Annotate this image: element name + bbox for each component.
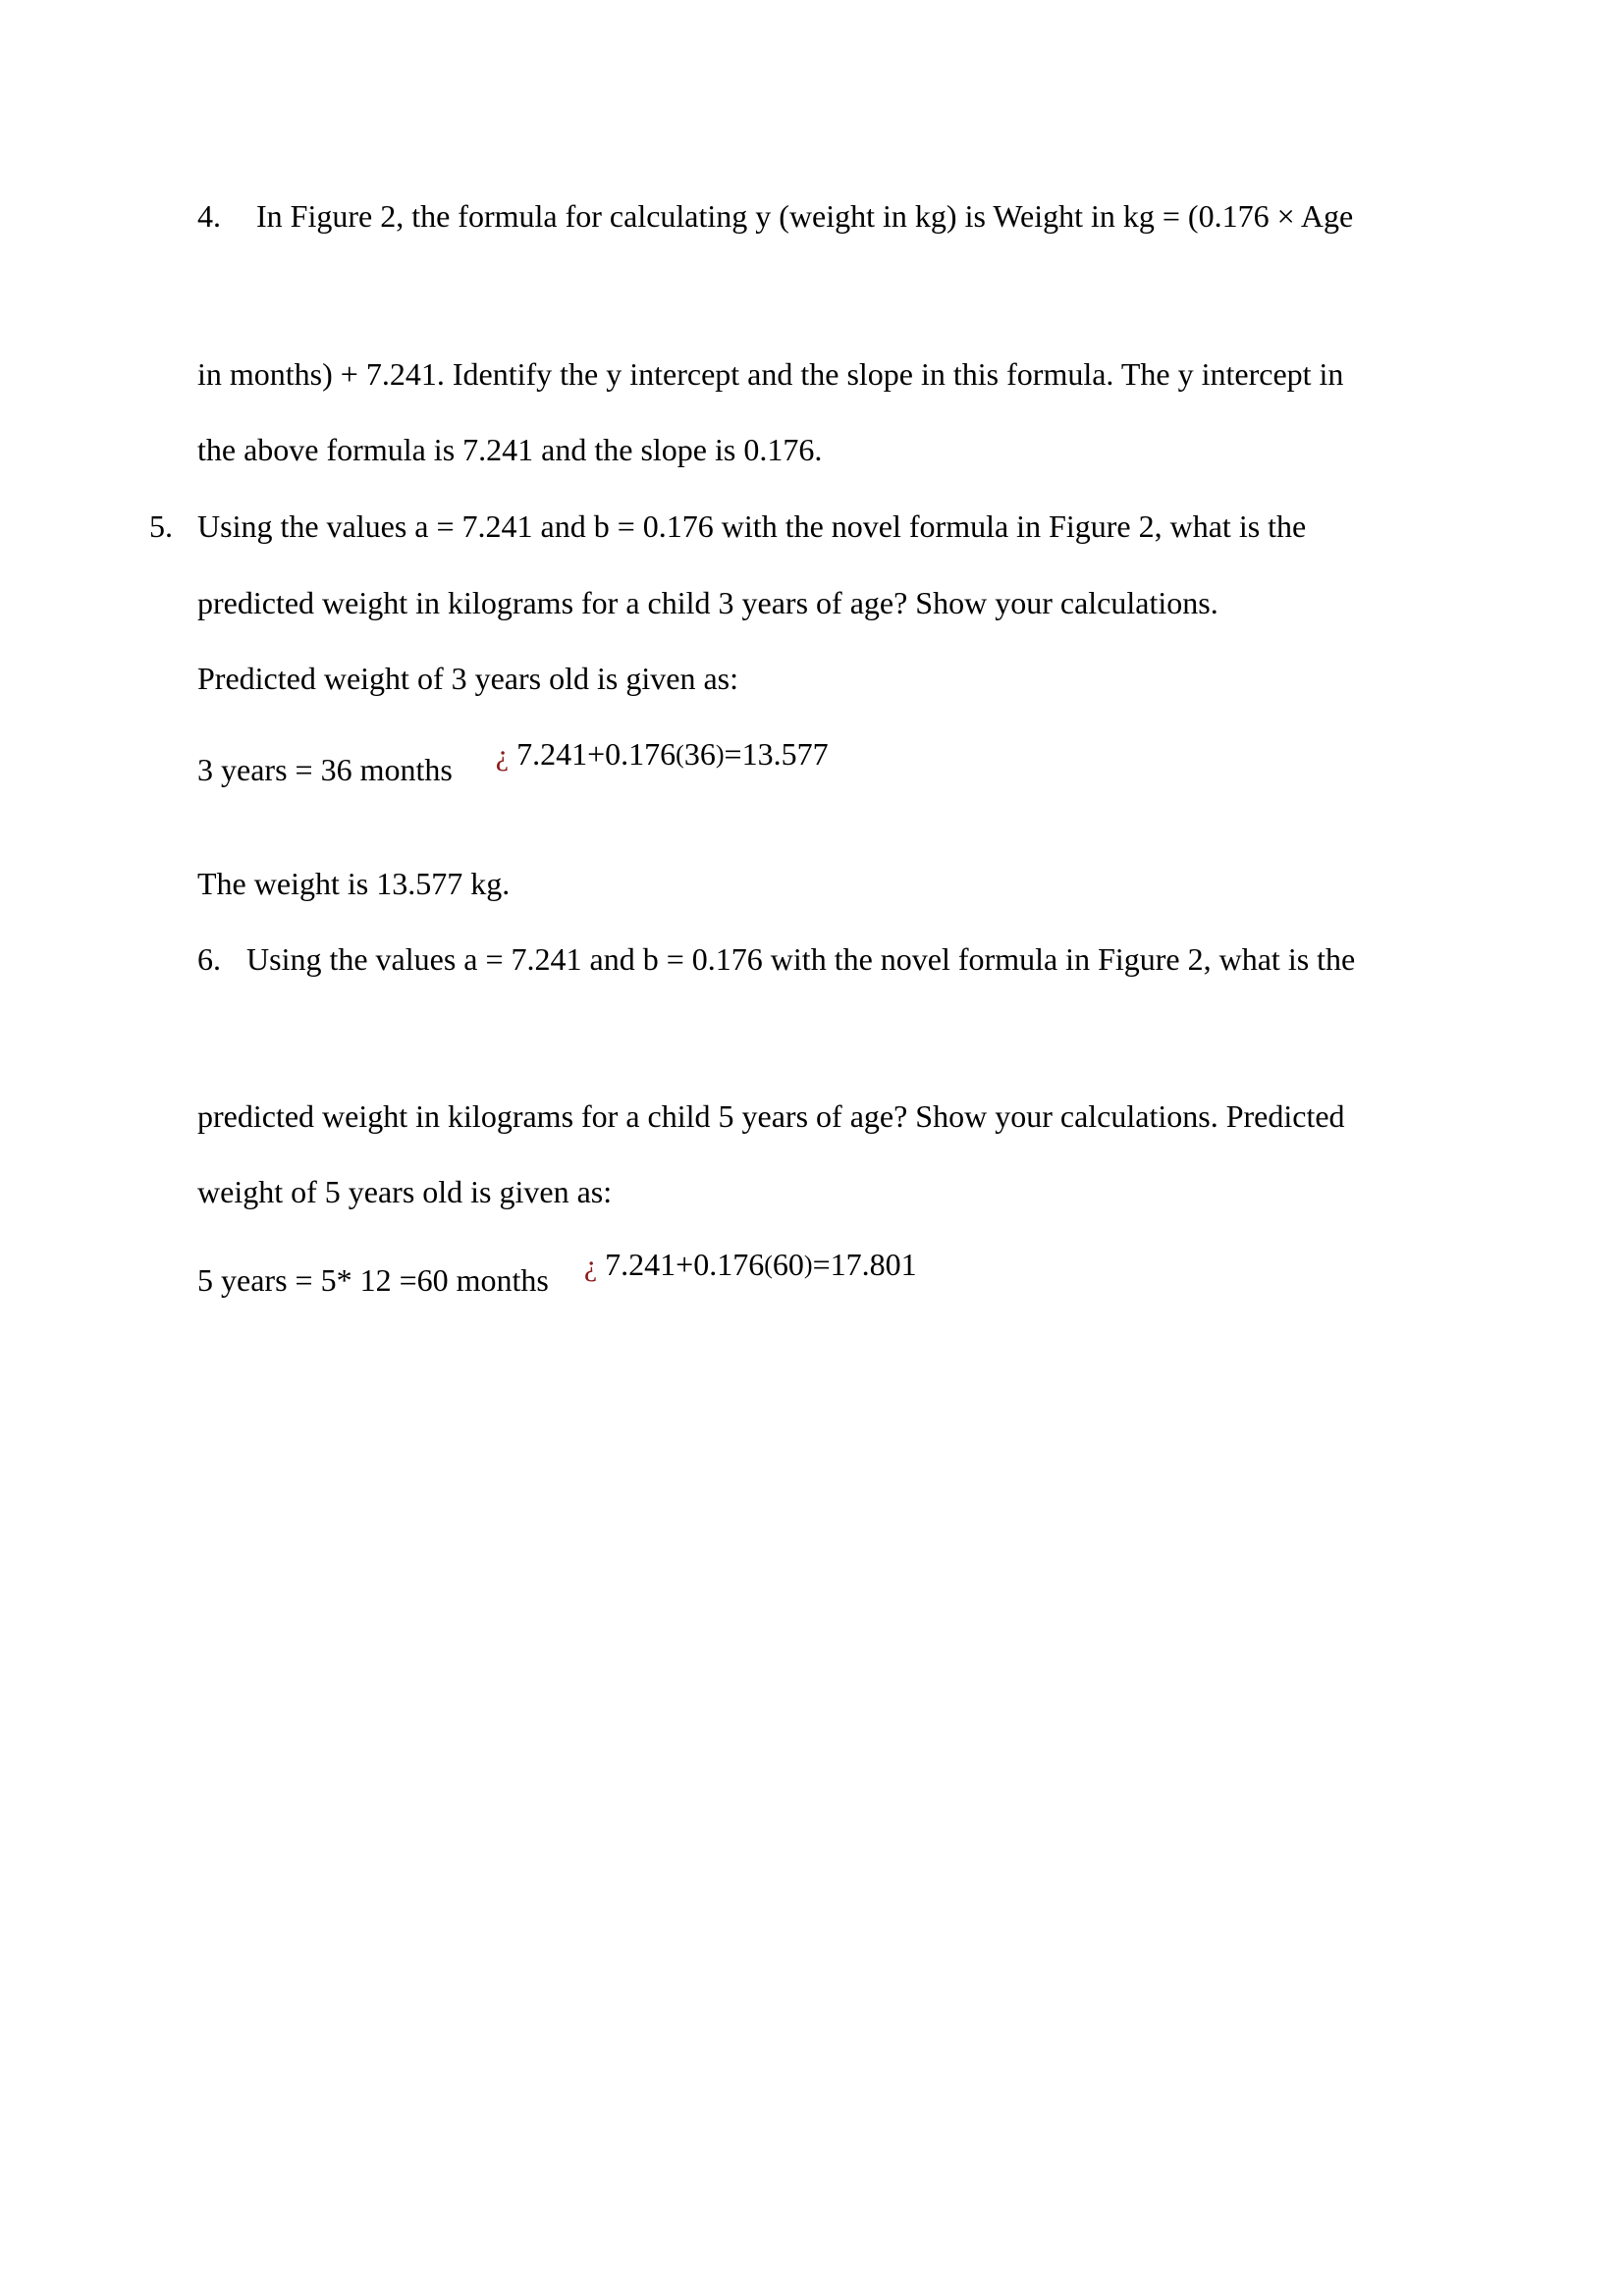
item-5-calc-marker: ¿ (495, 739, 510, 772)
item-6-formula-open: ( (764, 1251, 773, 1279)
item-4-line-2: in months) + 7.241. Identify the y intercept and the slope in this formula. The y intercept in (197, 356, 1344, 392)
item-6-line-1: Using the values a = 7.241 and b = 0.176 with the novel formula in Figure 2, what is the (246, 941, 1356, 977)
item-6-formula-close: ) (803, 1251, 813, 1279)
item-5-calculation (197, 734, 829, 787)
item-5-line-3: Predicted weight of 3 years old is given as: (197, 661, 738, 696)
item-6-calculation (197, 1245, 917, 1298)
item-5-formula-inner: 36 (683, 736, 716, 772)
item-6-formula-inner: 60 (772, 1247, 804, 1282)
item-6-number: 6. (197, 941, 221, 977)
item-5-formula-result: =13.577 (724, 736, 829, 772)
item-6-formula-prefix: 7.241+0.176 (605, 1247, 765, 1282)
item-4-line-3: the above formula is 7.241 and the slope is 0.176. (197, 432, 823, 467)
item-4-line-1: In Figure 2, the formula for calculating y (weight in kg) is Weight in kg = (0.176 × Age (256, 198, 1354, 234)
item-5-line-1: Using the values a = 7.241 and b = 0.176 with the novel formula in Figure 2, what is the (197, 508, 1307, 544)
item-5-formula-open: ( (676, 740, 684, 769)
item-5-calc-formula (516, 736, 828, 772)
item-5-line-2: predicted weight in kilograms for a child 3 years of age? Show your calculations. (197, 585, 1218, 620)
item-5-formula-prefix: 7.241+0.176 (516, 736, 676, 772)
item-6-formula-result: =17.801 (812, 1247, 917, 1282)
item-6-calc-formula (605, 1247, 916, 1282)
item-5-calc-label: 3 years = 36 months (197, 752, 453, 787)
item-6-line-3: weight of 5 years old is given as: (197, 1174, 613, 1209)
item-5-formula-close: ) (715, 740, 725, 769)
item-6-line-2: predicted weight in kilograms for a child 5 years of age? Show your calculations. Predicted (197, 1098, 1345, 1134)
item-4-number: 4. (197, 198, 221, 234)
item-6-calc-marker: ¿ (583, 1250, 598, 1282)
item-5-number: 5. (149, 508, 173, 544)
item-5-answer: The weight is 13.577 kg. (197, 866, 511, 901)
item-6-calc-label: 5 years = 5* 12 =60 months (197, 1262, 549, 1298)
